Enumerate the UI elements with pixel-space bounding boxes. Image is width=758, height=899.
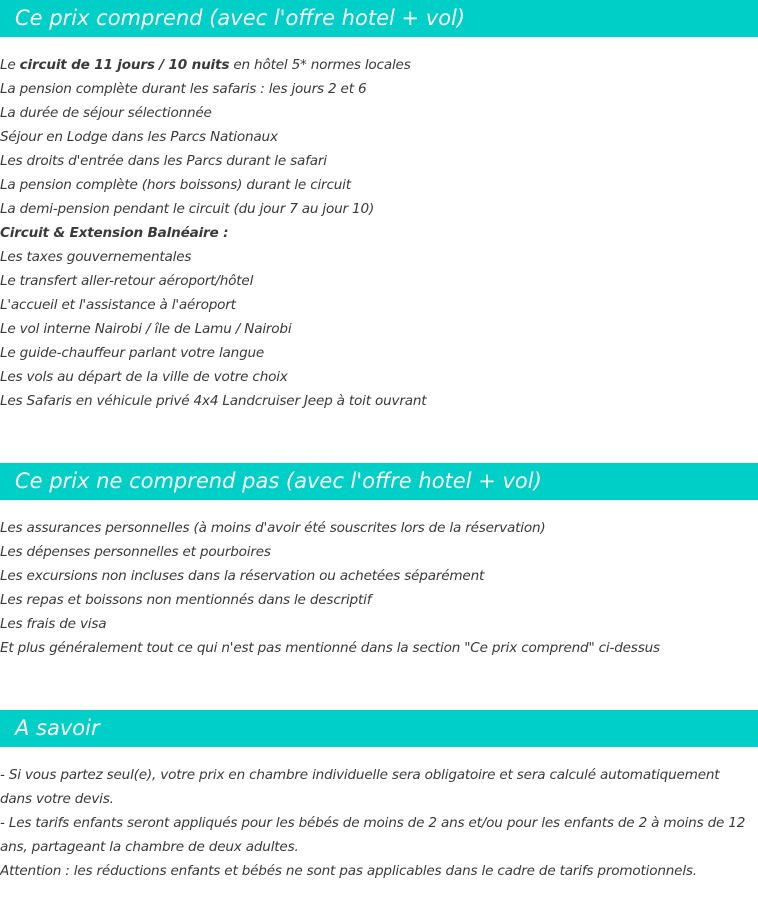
section-title-not-included: Ce prix ne comprend pas (avec l'offre hotel + vol) <box>0 463 758 500</box>
list-item: La demi-pension pendant le circuit (du jour 7 au jour 10) <box>0 201 375 217</box>
paragraph: - Les tarifs enfants seront appliqués pour les bébés de moins de 2 ans et/ou pour les enfants de 2 à moins de 12 ans, partageant la chambre de deux adultes. <box>0 815 746 855</box>
list-item: Les excursions non incluses dans la réservation ou achetées séparément <box>0 568 485 584</box>
list-subheading <box>0 221 758 245</box>
list-item: Le transfert aller-retour aéroport/hôtel <box>0 273 254 289</box>
not-included-list <box>0 516 758 660</box>
list-item: Séjour en Lodge dans les Parcs Nationaux <box>0 129 278 145</box>
intro-suffix: en hôtel 5* normes locales <box>229 57 411 73</box>
section-title-included: Ce prix comprend (avec l'offre hotel + vol) <box>0 0 758 37</box>
list-item: Les taxes gouvernementales <box>0 249 192 265</box>
list-item: Le vol interne Nairobi / île de Lamu / Nairobi <box>0 321 292 337</box>
intro-prefix: Le <box>0 57 20 73</box>
list-item: Les dépenses personnelles et pourboires <box>0 544 271 560</box>
included-list <box>0 53 758 413</box>
list-item: Les repas et boissons non mentionnés dans le descriptif <box>0 592 372 608</box>
list-item: Le guide-chauffeur parlant votre langue <box>0 345 265 361</box>
paragraph: - Si vous partez seul(e), votre prix en chambre individuelle sera obligatoire et sera calculé automatiquement dans votre devis. <box>0 767 720 807</box>
paragraph: Attention : les réductions enfants et bébés ne sont pas applicables dans le cadre de tarifs promotionnels. <box>0 863 697 879</box>
list-item: Les Safaris en véhicule privé 4x4 Landcruiser Jeep à toit ouvrant <box>0 393 427 409</box>
good-to-know-text <box>0 763 752 883</box>
list-item: Les frais de visa <box>0 616 107 632</box>
list-item: Les vols au départ de la ville de votre choix <box>0 369 288 385</box>
list-item: La pension complète (hors boissons) durant le circuit <box>0 177 351 193</box>
section-title-good-to-know: A savoir <box>0 710 758 747</box>
list-item: Les assurances personnelles (à moins d'avoir été souscrites lors de la réservation) <box>0 520 546 536</box>
list-item: Et plus généralement tout ce qui n'est pas mentionné dans la section "Ce prix comprend" ci-dessus <box>0 640 660 656</box>
list-item: L'accueil et l'assistance à l'aéroport <box>0 297 236 313</box>
list-item: La durée de séjour sélectionnée <box>0 105 212 121</box>
list-item: La pension complète durant les safaris : les jours 2 et 6 <box>0 81 367 97</box>
intro-bold: circuit de 11 jours / 10 nuits <box>19 57 230 73</box>
list-item: Les droits d'entrée dans les Parcs durant le safari <box>0 153 327 169</box>
subheading-text: Circuit & Extension Balnéaire : <box>0 225 229 241</box>
list-item <box>0 53 758 77</box>
